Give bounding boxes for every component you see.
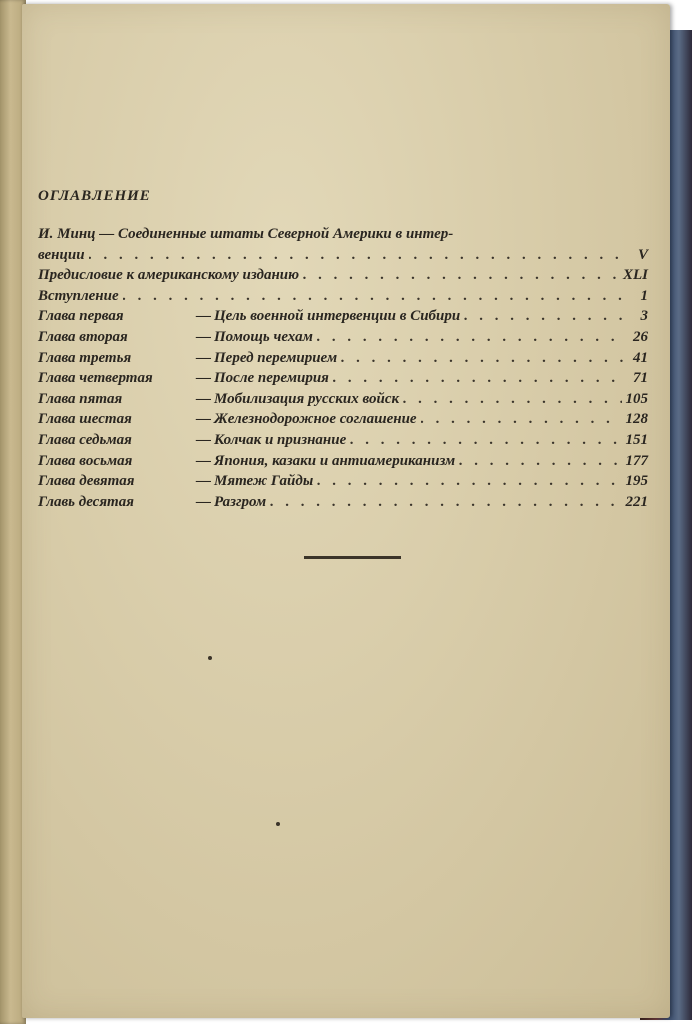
toc-page-number: 195 — [625, 473, 648, 490]
toc-page-number: 26 — [633, 328, 648, 345]
toc-intro-line2 — [38, 245, 648, 266]
toc-page-number: XLI — [622, 267, 648, 284]
toc-dash: — — [196, 308, 211, 325]
toc-page-number: 71 — [633, 370, 648, 387]
toc-leader — [464, 306, 624, 327]
toc-intro-entry — [38, 224, 648, 265]
toc-leader — [317, 471, 621, 492]
table-of-contents — [38, 186, 648, 512]
toc-dash: — — [196, 473, 211, 490]
toc-entry-title: Предисловие к американскому изданию — [38, 267, 300, 284]
toc-intro-title-line1: Соединенные штаты Северной Америки в интер- — [118, 226, 454, 242]
toc-page-number: 151 — [625, 431, 648, 448]
toc-leader — [303, 265, 619, 286]
toc-chapter-row — [38, 327, 648, 348]
toc-entry — [38, 265, 648, 286]
toc-chapter-title: После перемирия — [214, 370, 329, 387]
toc-chapter-label: Глава пятая — [38, 390, 123, 407]
toc-chapter-title: Мятеж Гайды — [214, 473, 314, 490]
toc-chapter-label: Главь десятая — [38, 493, 134, 510]
ink-speck — [208, 656, 212, 660]
toc-dash: — — [196, 370, 211, 387]
toc-leader — [421, 409, 622, 430]
toc-chapter-title: Разгром — [214, 493, 267, 510]
toc-entries-list — [38, 265, 648, 512]
toc-chapter-label: Глава восьмая — [38, 452, 133, 469]
toc-intro-title-line2: венции — [38, 246, 85, 263]
toc-dash: — — [196, 390, 211, 407]
toc-chapter-title: Помощь чехам — [214, 328, 313, 345]
toc-chapter-row — [38, 492, 648, 513]
toc-leader — [341, 348, 624, 369]
toc-chapter-label: Глава вторая — [38, 328, 128, 345]
toc-intro-line1 — [38, 224, 648, 245]
toc-page-number: 41 — [633, 349, 648, 366]
toc-dash: — — [99, 226, 115, 242]
toc-intro-author: И. Минц — [38, 226, 96, 242]
toc-chapter-title: Цель военной интервенции в Сибири — [214, 308, 461, 325]
toc-dash: — — [196, 493, 211, 510]
toc-dash: — — [196, 431, 211, 448]
toc-chapter-row — [38, 451, 648, 472]
end-rule-divider — [304, 556, 401, 559]
toc-chapter-title: Железнодорожное соглашение — [214, 411, 417, 428]
toc-chapter-title: Колчак и признание — [214, 431, 347, 448]
toc-chapter-label: Глава четвертая — [38, 370, 153, 387]
toc-chapter-row — [38, 430, 648, 451]
toc-chapter-label: Глава девятая — [38, 473, 135, 490]
toc-leader — [350, 430, 621, 451]
toc-title: ОГЛАВЛЕНИЕ — [38, 188, 151, 204]
toc-page-number: 128 — [625, 411, 648, 428]
toc-chapter-row — [38, 368, 648, 389]
toc-chapter-row — [38, 409, 648, 430]
toc-leader — [317, 327, 624, 348]
toc-entry-title: Вступление — [38, 287, 119, 304]
toc-chapter-row — [38, 389, 648, 410]
toc-page-number: 3 — [640, 308, 648, 325]
toc-leader — [459, 451, 621, 472]
toc-chapter-title: Мобилизация русских войск — [214, 390, 400, 407]
toc-dash: — — [196, 349, 211, 366]
toc-dash: — — [196, 411, 211, 428]
ink-speck — [276, 822, 280, 826]
toc-chapter-label: Глава шестая — [38, 411, 132, 428]
toc-leader — [89, 245, 624, 266]
toc-page-number: 1 — [640, 287, 648, 304]
toc-entry — [38, 286, 648, 307]
toc-chapter-label: Глава седьмая — [38, 431, 132, 448]
toc-page-number: 221 — [625, 493, 648, 510]
toc-chapter-row — [38, 306, 648, 327]
toc-page-number: V — [637, 246, 648, 263]
toc-page-number: 105 — [625, 390, 648, 407]
toc-leader — [333, 368, 624, 389]
book-page — [22, 4, 670, 1018]
toc-leader — [123, 286, 624, 307]
toc-dash: — — [196, 452, 211, 469]
toc-leader — [403, 389, 621, 410]
toc-chapter-title: Перед перемирием — [214, 349, 338, 366]
toc-chapter-label: Глава первая — [38, 308, 124, 325]
toc-chapter-title: Япония, казаки и антиамериканизм — [214, 452, 456, 469]
toc-chapter-row — [38, 471, 648, 492]
toc-chapter-label: Глава третья — [38, 349, 132, 366]
toc-chapter-row — [38, 348, 648, 369]
toc-page-number: 177 — [625, 452, 648, 469]
toc-leader — [270, 492, 621, 513]
toc-dash: — — [196, 328, 211, 345]
